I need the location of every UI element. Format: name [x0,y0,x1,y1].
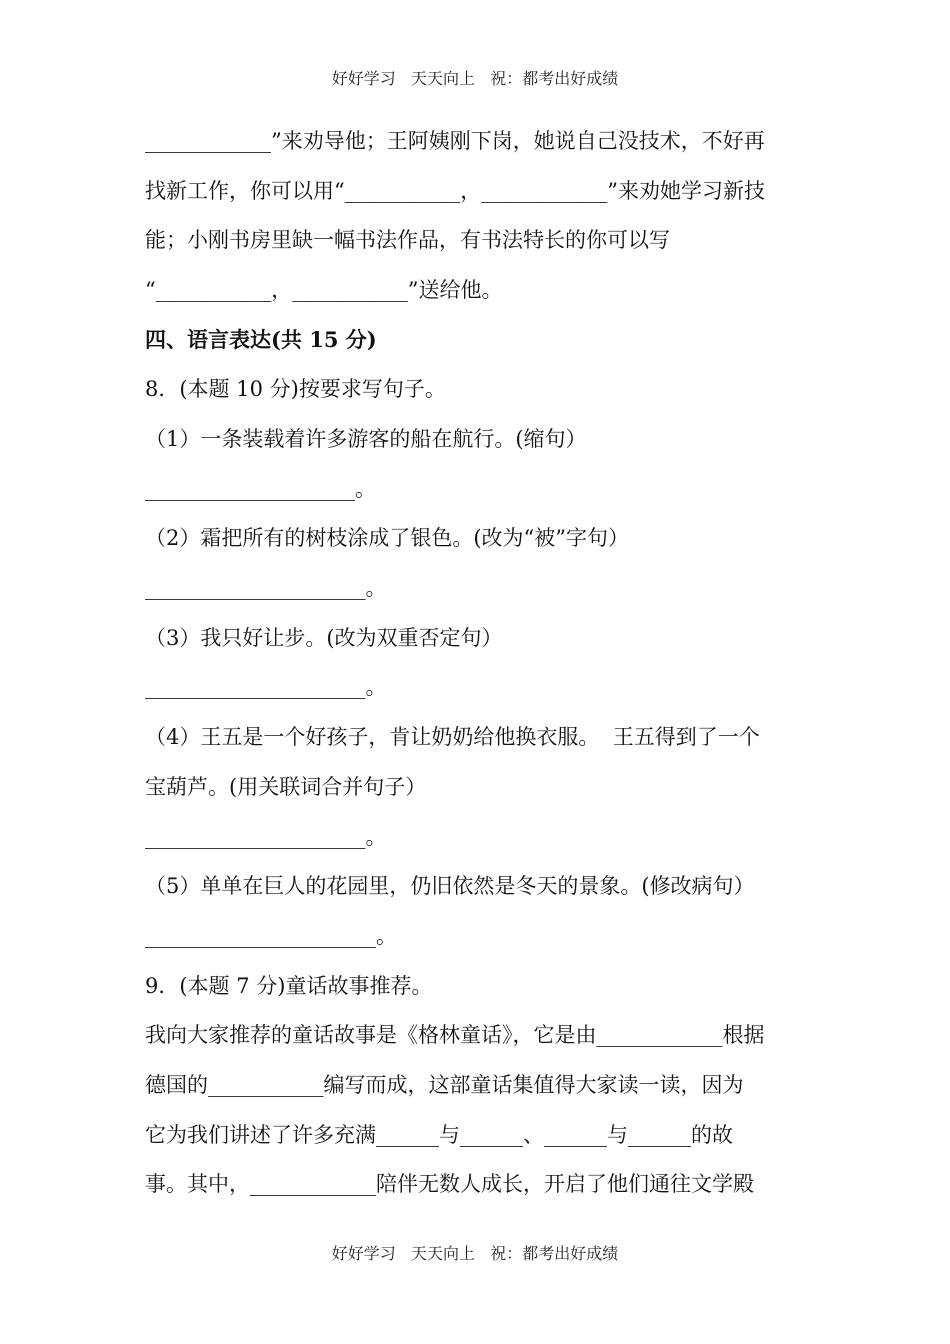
text-line: 它为我们讲述了许多充满______与______、______与______的故 [145,1123,733,1147]
question-title: 8．(本题 10 分)按要求写句子。 [145,377,446,401]
answer-blank: ____________________。 [145,477,376,501]
text-line: 德国的___________编写而成，这部童话集值得大家读一读，因为 [145,1073,744,1097]
question-item: （2）霜把所有的树枝涂成了银色。(改为“被”字句） [145,526,630,550]
answer-blank: _____________________。 [145,576,387,600]
text-line: 能；小刚书房里缺一幅书法作品，有书法特长的你可以写 [145,228,670,252]
page-header: 好好学习 天天向上 祝：都考出好成绩 [331,69,619,88]
text-line: 事。其中，____________陪伴无数人成长，开启了他们通往文学殿 [145,1172,754,1196]
question-item: （1）一条装载着许多游客的船在航行。(缩句） [145,427,587,451]
question-item: （4）王五是一个好孩子，肯让奶奶给他换衣服。 王五得到了一个 [145,725,760,749]
question-title: 9．(本题 7 分)童话故事推荐。 [145,974,433,998]
answer-blank: _____________________。 [145,675,387,699]
text-line: ____________”来劝导他；王阿姨刚下岗，她说自己没技术，不好再 [145,129,765,153]
question-item: （5）单单在巨人的花园里，仍旧依然是冬天的景象。(修改病句） [145,874,755,898]
text-line: “___________，___________”送给他。 [145,278,503,302]
text-line: 找新工作，你可以用“___________，____________”来劝她学习新技 [145,179,765,203]
question-item: 宝葫芦。(用关联词合并句子） [145,775,427,799]
question-item: （3）我只好让步。(改为双重否定句） [145,626,503,650]
section-heading: 四、语言表达(共 15 分) [145,327,377,352]
text-line: 我向大家推荐的童话故事是《格林童话》，它是由____________根据 [145,1023,765,1047]
answer-blank: ______________________。 [145,924,397,948]
answer-blank: _____________________。 [145,825,387,849]
page-footer: 好好学习 天天向上 祝：都考出好成绩 [331,1244,619,1263]
